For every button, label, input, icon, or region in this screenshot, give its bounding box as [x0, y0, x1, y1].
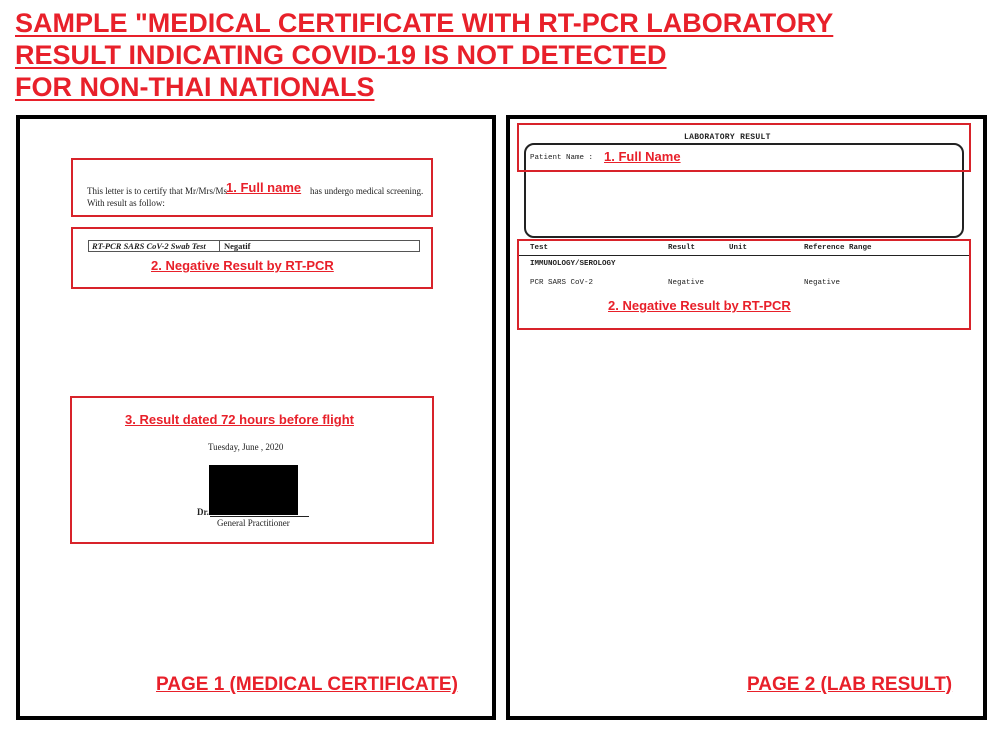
page-1-frame [16, 115, 496, 720]
full-name-label-2: 1. Full Name [604, 149, 681, 164]
title-line-1: SAMPLE "MEDICAL CERTIFICATE WITH RT-PCR LABORATORY [15, 8, 834, 38]
patient-name-box [517, 123, 971, 172]
title-line-2: RESULT INDICATING COVID-19 IS NOT DETECTED [15, 40, 667, 70]
full-name-label: 1. Full name [226, 180, 302, 195]
col-result: Result [668, 244, 696, 252]
negative-result-label-2: 2. Negative Result by RT-PCR [608, 298, 791, 313]
page-2-frame [506, 115, 987, 720]
col-unit: Unit [729, 244, 748, 252]
negative-result-label: 2. Negative Result by RT-PCR [151, 258, 334, 273]
col-reference: Reference Range [804, 244, 872, 252]
test-name: RT-PCR SARS CoV-2 Swab Test [92, 241, 206, 251]
certify-box [71, 158, 433, 217]
title-line-3: FOR NON-THAI NATIONALS [15, 72, 375, 102]
row-test: PCR SARS CoV-2 [530, 279, 594, 287]
test-result-table [88, 240, 420, 252]
test-result-box [71, 227, 433, 289]
row-result: Negative [668, 279, 705, 287]
page-1-caption: PAGE 1 (MEDICAL CERTIFICATE) [156, 674, 458, 695]
dated-label: 3. Result dated 72 hours before flight [125, 412, 354, 427]
page-2-caption: PAGE 2 (LAB RESULT) [747, 674, 953, 695]
dr-prefix: Dr. [197, 507, 209, 517]
patient-name-label: Patient Name : [530, 154, 594, 162]
dated-box [70, 396, 434, 544]
table-divider [219, 241, 220, 251]
signature-redaction [209, 465, 298, 515]
date-text: Tuesday, June , 2020 [208, 442, 284, 452]
signature-title: General Practitioner [217, 518, 290, 528]
lab-table-box [517, 239, 971, 330]
signature-line [210, 516, 309, 517]
section-label: IMMUNOLOGY/SEROLOGY [530, 260, 616, 268]
col-test: Test [530, 244, 549, 252]
certify-text-pre: This letter is to certify that Mr/Mrs/Ms [87, 186, 227, 196]
test-result-value: Negatif [224, 241, 251, 251]
certify-text-post: has undergo medical screening. [310, 186, 424, 196]
lab-result-title: LABORATORY RESULT [684, 133, 771, 142]
header-rule [519, 255, 969, 256]
row-reference: Negative [804, 279, 841, 287]
certify-line-2: With result as follow: [87, 198, 165, 208]
